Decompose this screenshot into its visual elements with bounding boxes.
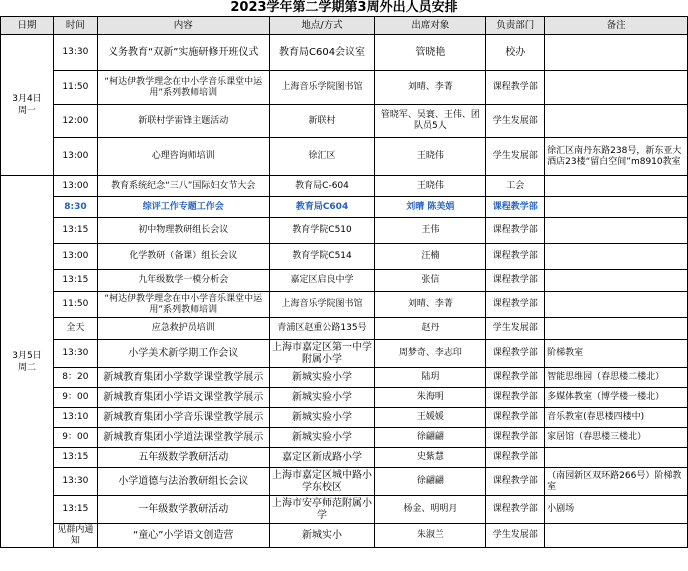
attendees-cell: 刘晴 陈美娟 — [375, 197, 486, 218]
table-row — [1, 340, 688, 368]
time-cell: 8:30 — [53, 197, 97, 218]
time-cell: 12:00 — [53, 105, 97, 138]
attendees-cell: 王伟 — [375, 218, 486, 244]
department-cell: 课程教学部 — [486, 368, 545, 388]
header-time: 时间 — [53, 17, 97, 35]
attendees-cell: 王媛媛 — [375, 408, 486, 428]
content-cell: “柯达伊教学理念在中小学音乐课堂中运用”系列教师培训 — [97, 292, 269, 318]
department-cell: 课程教学部 — [486, 292, 545, 318]
content-cell: 新城教育集团小学音乐课堂教学展示 — [97, 408, 269, 428]
table-row — [1, 176, 688, 197]
note-cell — [545, 292, 688, 318]
attendees-cell: 陆玥 — [375, 368, 486, 388]
department-cell: 课程教学部 — [486, 71, 545, 105]
department-cell: 学生发展部 — [486, 105, 545, 138]
attendees-cell: 周梦奇、李志印 — [375, 340, 486, 368]
time-cell: 全天 — [53, 318, 97, 340]
content-cell: 小学美术新学期工作会议 — [97, 340, 269, 368]
content-cell: 综评工作专题工作会 — [97, 197, 269, 218]
attendees-cell: 刘晴、李菁 — [375, 292, 486, 318]
place-cell: 徐汇区 — [269, 138, 375, 176]
attendees-cell: 汪楠 — [375, 244, 486, 270]
header-row — [1, 17, 688, 35]
place-cell: 新城实验小学 — [269, 408, 375, 428]
department-cell: 校办 — [486, 35, 545, 71]
time-cell: 13:00 — [53, 138, 97, 176]
time-cell: 11:50 — [53, 71, 97, 105]
department-cell: 课程教学部 — [486, 218, 545, 244]
department-cell: 学生发展部 — [486, 138, 545, 176]
table-row — [1, 368, 688, 388]
table-row — [1, 270, 688, 292]
time-cell: 8：20 — [53, 368, 97, 388]
sheet-title: 2023学年第二学期第3周外出人员安排 — [230, 0, 458, 15]
table-row — [1, 428, 688, 448]
department-cell: 课程教学部 — [486, 408, 545, 428]
table-row — [1, 496, 688, 524]
place-cell: 新联村 — [269, 105, 375, 138]
table-row — [1, 468, 688, 496]
content-cell: 新城教育集团小学数学课堂教学展示 — [97, 368, 269, 388]
table-row — [1, 138, 688, 176]
time-cell: 13:10 — [53, 408, 97, 428]
table-row — [1, 218, 688, 244]
table-row — [1, 35, 688, 71]
date-cell-day1 — [1, 35, 54, 176]
time-cell: 见群内通知 — [53, 524, 97, 548]
place-cell: 嘉定区启良中学 — [269, 270, 375, 292]
content-cell: 化学教研（备课）组长会议 — [97, 244, 269, 270]
header-place: 地点/方式 — [269, 17, 375, 35]
department-cell: 课程教学部 — [486, 244, 545, 270]
attendees-cell: 管晓军、吴寰、王伟、团队员5人 — [375, 105, 486, 138]
department-cell: 学生发展部 — [486, 524, 545, 548]
date-label: 3月5日 — [12, 350, 42, 361]
department-cell: 学生发展部 — [486, 318, 545, 340]
table-row — [1, 408, 688, 428]
attendees-cell: 杨金、明明月 — [375, 496, 486, 524]
department-cell: 工会 — [486, 176, 545, 197]
place-cell: 上海市嘉定区第一中学附属小学 — [269, 340, 375, 368]
note-cell — [545, 105, 688, 138]
place-cell: 新城实验小学 — [269, 368, 375, 388]
place-cell: 教育学院C514 — [269, 244, 375, 270]
note-cell — [545, 197, 688, 218]
note-cell — [545, 524, 688, 548]
content-cell: 新联村学雷锋主题活动 — [97, 105, 269, 138]
place-cell: 新城实验小学 — [269, 388, 375, 408]
place-cell: 嘉定区新成路小学 — [269, 448, 375, 468]
note-cell — [545, 244, 688, 270]
time-cell: 9：00 — [53, 388, 97, 408]
header-date: 日期 — [1, 17, 54, 35]
time-cell: 13:00 — [53, 244, 97, 270]
department-cell: 课程教学部 — [486, 340, 545, 368]
department-cell: 课程教学部 — [486, 197, 545, 218]
attendees-cell: 史紫慧 — [375, 448, 486, 468]
note-cell: 家居馆（春思楼三楼北） — [545, 428, 688, 448]
note-cell: 音乐教室(春思楼四楼中) — [545, 408, 688, 428]
table-row — [1, 105, 688, 138]
content-cell: “柯达伊教学理念在中小学音乐课堂中运用”系列教师培训 — [97, 71, 269, 105]
table-row — [1, 448, 688, 468]
department-cell: 课程教学部 — [486, 496, 545, 524]
content-cell: 初中物理教研组长会议 — [97, 218, 269, 244]
weekday-label: 周二 — [17, 362, 36, 373]
place-cell: 上海市嘉定区城中路小学东校区 — [269, 468, 375, 496]
place-cell: 教育局C604会议室 — [269, 35, 375, 71]
schedule-table — [0, 16, 688, 548]
content-cell: 教育系统纪念“三八”国际妇女节大会 — [97, 176, 269, 197]
attendees-cell: 朱海明 — [375, 388, 486, 408]
weekday-label: 周一 — [17, 106, 36, 116]
department-cell: 课程教学部 — [486, 448, 545, 468]
table-row — [1, 244, 688, 270]
place-cell: 上海市安亭师范附属小学 — [269, 496, 375, 524]
time-cell: 13:15 — [53, 270, 97, 292]
date-label: 3月4日 — [12, 94, 42, 104]
table-row — [1, 292, 688, 318]
note-cell: 小剧场 — [545, 496, 688, 524]
header-content: 内容 — [97, 17, 269, 35]
note-cell: 徐汇区南丹东路238号，新东亚大酒店23楼“留白空间”m8910教室 — [545, 138, 688, 176]
place-cell: 上海音乐学院图书馆 — [269, 71, 375, 105]
header-department: 负责部门 — [486, 17, 545, 35]
content-cell: 新城教育集团小学道法课堂教学展示 — [97, 428, 269, 448]
time-cell: 13:00 — [53, 176, 97, 197]
note-cell: 多媒体教室（博学楼一楼北） — [545, 388, 688, 408]
attendees-cell: 管晓艳 — [375, 35, 486, 71]
time-cell: 13:30 — [53, 35, 97, 71]
table-row — [1, 388, 688, 408]
note-cell — [545, 35, 688, 71]
note-cell: 智能思维园（春思楼二楼北） — [545, 368, 688, 388]
note-cell — [545, 270, 688, 292]
place-cell: 新城实验小学 — [269, 428, 375, 448]
content-cell: 义务教育“双新”实施研修开班仪式 — [97, 35, 269, 71]
note-cell: （南园新区双环路266号）阶梯教室 — [545, 468, 688, 496]
note-cell: 阶梯教室 — [545, 340, 688, 368]
time-cell: 13:30 — [53, 340, 97, 368]
attendees-cell: 王晓伟 — [375, 176, 486, 197]
content-cell: 九年级数学一模分析会 — [97, 270, 269, 292]
content-cell: “童心”小学语文创造营 — [97, 524, 269, 548]
header-notes: 备注 — [545, 17, 688, 35]
place-cell: 新城实小 — [269, 524, 375, 548]
time-cell: 13:15 — [53, 496, 97, 524]
content-cell: 新城教育集团小学语文课堂教学展示 — [97, 388, 269, 408]
table-row — [1, 318, 688, 340]
table-row — [1, 71, 688, 105]
department-cell: 课程教学部 — [486, 468, 545, 496]
content-cell: 五年级数学教研活动 — [97, 448, 269, 468]
date-cell-day2 — [1, 176, 54, 548]
content-cell: 小学道德与法治教研组长会议 — [97, 468, 269, 496]
department-cell: 课程教学部 — [486, 428, 545, 448]
department-cell: 课程教学部 — [486, 270, 545, 292]
place-cell: 青浦区赵重公路135号 — [269, 318, 375, 340]
time-cell: 13:15 — [53, 218, 97, 244]
time-cell: 9：00 — [53, 428, 97, 448]
place-cell: 上海音乐学院图书馆 — [269, 292, 375, 318]
attendees-cell: 赵丹 — [375, 318, 486, 340]
note-cell — [545, 448, 688, 468]
attendees-cell: 王晓伟 — [375, 138, 486, 176]
attendees-cell: 刘晴、李菁 — [375, 71, 486, 105]
time-cell: 11:50 — [53, 292, 97, 318]
table-row — [1, 524, 688, 548]
note-cell — [545, 176, 688, 197]
note-cell — [545, 318, 688, 340]
time-cell: 13:15 — [53, 448, 97, 468]
attendees-cell: 徐翩翩 — [375, 428, 486, 448]
note-cell — [545, 218, 688, 244]
attendees-cell: 张信 — [375, 270, 486, 292]
content-cell: 一年级数学教研活动 — [97, 496, 269, 524]
department-cell: 课程教学部 — [486, 388, 545, 408]
header-attendees: 出席对象 — [375, 17, 486, 35]
content-cell: 心理咨询师培训 — [97, 138, 269, 176]
attendees-cell: 徐翩翩 — [375, 468, 486, 496]
place-cell: 教育局C604 — [269, 197, 375, 218]
attendees-cell: 朱淑兰 — [375, 524, 486, 548]
place-cell: 教育学院C510 — [269, 218, 375, 244]
content-cell: 应急救护员培训 — [97, 318, 269, 340]
note-cell — [545, 71, 688, 105]
place-cell: 教育局C-604 — [269, 176, 375, 197]
time-cell: 13:30 — [53, 468, 97, 496]
table-row-highlighted — [1, 197, 688, 218]
